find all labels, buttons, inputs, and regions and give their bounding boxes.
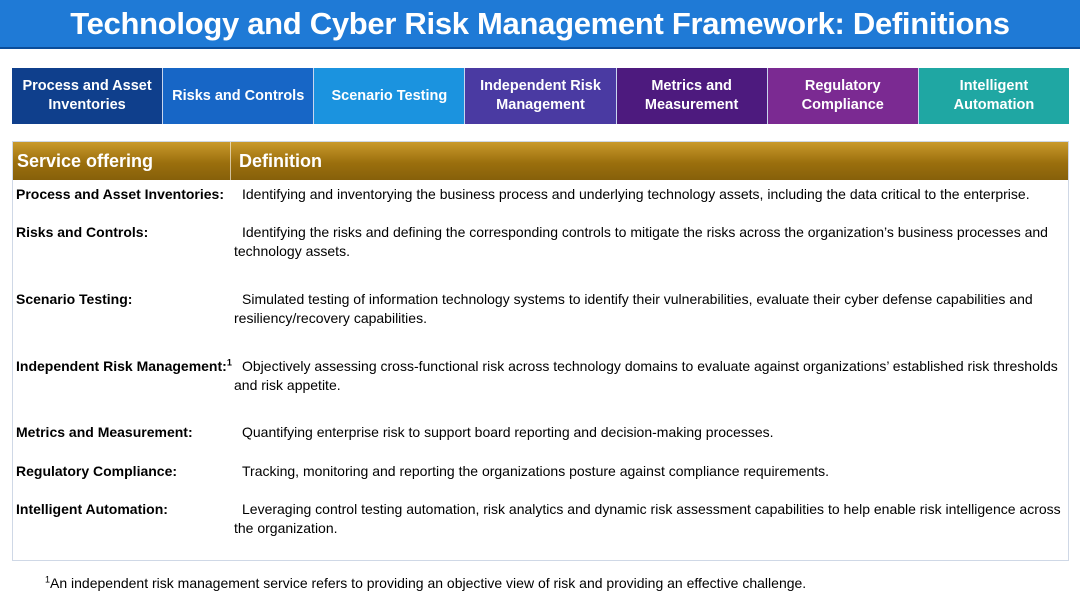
row-name-text: Independent Risk Management: — [16, 358, 227, 374]
table-row — [13, 290, 1068, 328]
service-tabs — [12, 68, 1069, 124]
row-definition — [234, 462, 1064, 481]
row-definition-text: Quantifying enterprise risk to support board reporting and decision-making processes. — [242, 424, 774, 440]
row-name: Scenario Testing: — [16, 291, 133, 307]
footnote — [45, 575, 806, 591]
table-row — [13, 500, 1068, 538]
table-row — [13, 357, 1068, 395]
tab-independent-risk-management[interactable]: Independent Risk Management — [465, 68, 616, 124]
row-definition — [234, 223, 1064, 261]
footnote-text: An independent risk management service refers to providing an objective view of risk and providing an effective challenge. — [50, 575, 807, 591]
row-name: Risks and Controls: — [16, 224, 149, 240]
tab-metrics-and-measurement[interactable]: Metrics and Measurement — [617, 68, 768, 124]
row-definition-text: Identifying the risks and defining the corresponding controls to mitigate the risks across the organization’s business processes and technology assets. — [234, 224, 1048, 259]
table-row — [13, 185, 1068, 204]
row-definition-text: Objectively assessing cross-functional risk across technology domains to evaluate against organizations’ established risk thresholds and risk appetite. — [234, 358, 1058, 393]
column-header-definition: Definition — [239, 150, 322, 171]
table-header — [13, 142, 1068, 180]
tab-risks-and-controls[interactable]: Risks and Controls — [163, 68, 314, 124]
row-definition-text: Identifying and inventorying the business process and underlying technology assets, including the data critical to the enterprise. — [242, 186, 1030, 202]
tab-process-and-asset-inventories[interactable]: Process and Asset Inventories — [12, 68, 163, 124]
row-name: Intelligent Automation: — [16, 501, 168, 517]
definitions-table — [12, 141, 1069, 561]
row-name: Metrics and Measurement: — [16, 424, 193, 440]
table-row — [13, 223, 1068, 261]
row-definition-text: Leveraging control testing automation, risk analytics and dynamic risk assessment capabilities to help enable risk intelligence across the organization. — [234, 501, 1061, 536]
table-row — [13, 423, 1068, 442]
row-definition-text: Tracking, monitoring and reporting the organizations posture against compliance requirements. — [242, 463, 830, 479]
row-name — [13, 357, 234, 395]
column-header-service: Service offering — [13, 142, 231, 180]
row-name: Regulatory Compliance: — [16, 463, 178, 479]
row-definition — [234, 500, 1064, 538]
row-definition — [234, 357, 1064, 395]
tab-scenario-testing[interactable]: Scenario Testing — [314, 68, 465, 124]
title-bar — [0, 0, 1080, 49]
row-name: Process and Asset Inventories: — [16, 186, 225, 202]
row-definition-text: Simulated testing of information technology systems to identify their vulnerabilities, evaluate their cyber defense capabilities and resiliency/recovery capabilities. — [234, 291, 1033, 326]
tab-regulatory-compliance[interactable]: Regulatory Compliance — [768, 68, 919, 124]
footnote-marker: 1 — [226, 357, 232, 368]
page-title: Technology and Cyber Risk Management Framework: Definitions — [70, 5, 1010, 41]
row-definition — [234, 423, 1064, 442]
table-row — [13, 462, 1068, 481]
footnote-marker: 1 — [45, 574, 51, 585]
tab-intelligent-automation[interactable]: Intelligent Automation — [919, 68, 1069, 124]
row-definition — [234, 185, 1064, 204]
row-definition — [234, 290, 1064, 328]
